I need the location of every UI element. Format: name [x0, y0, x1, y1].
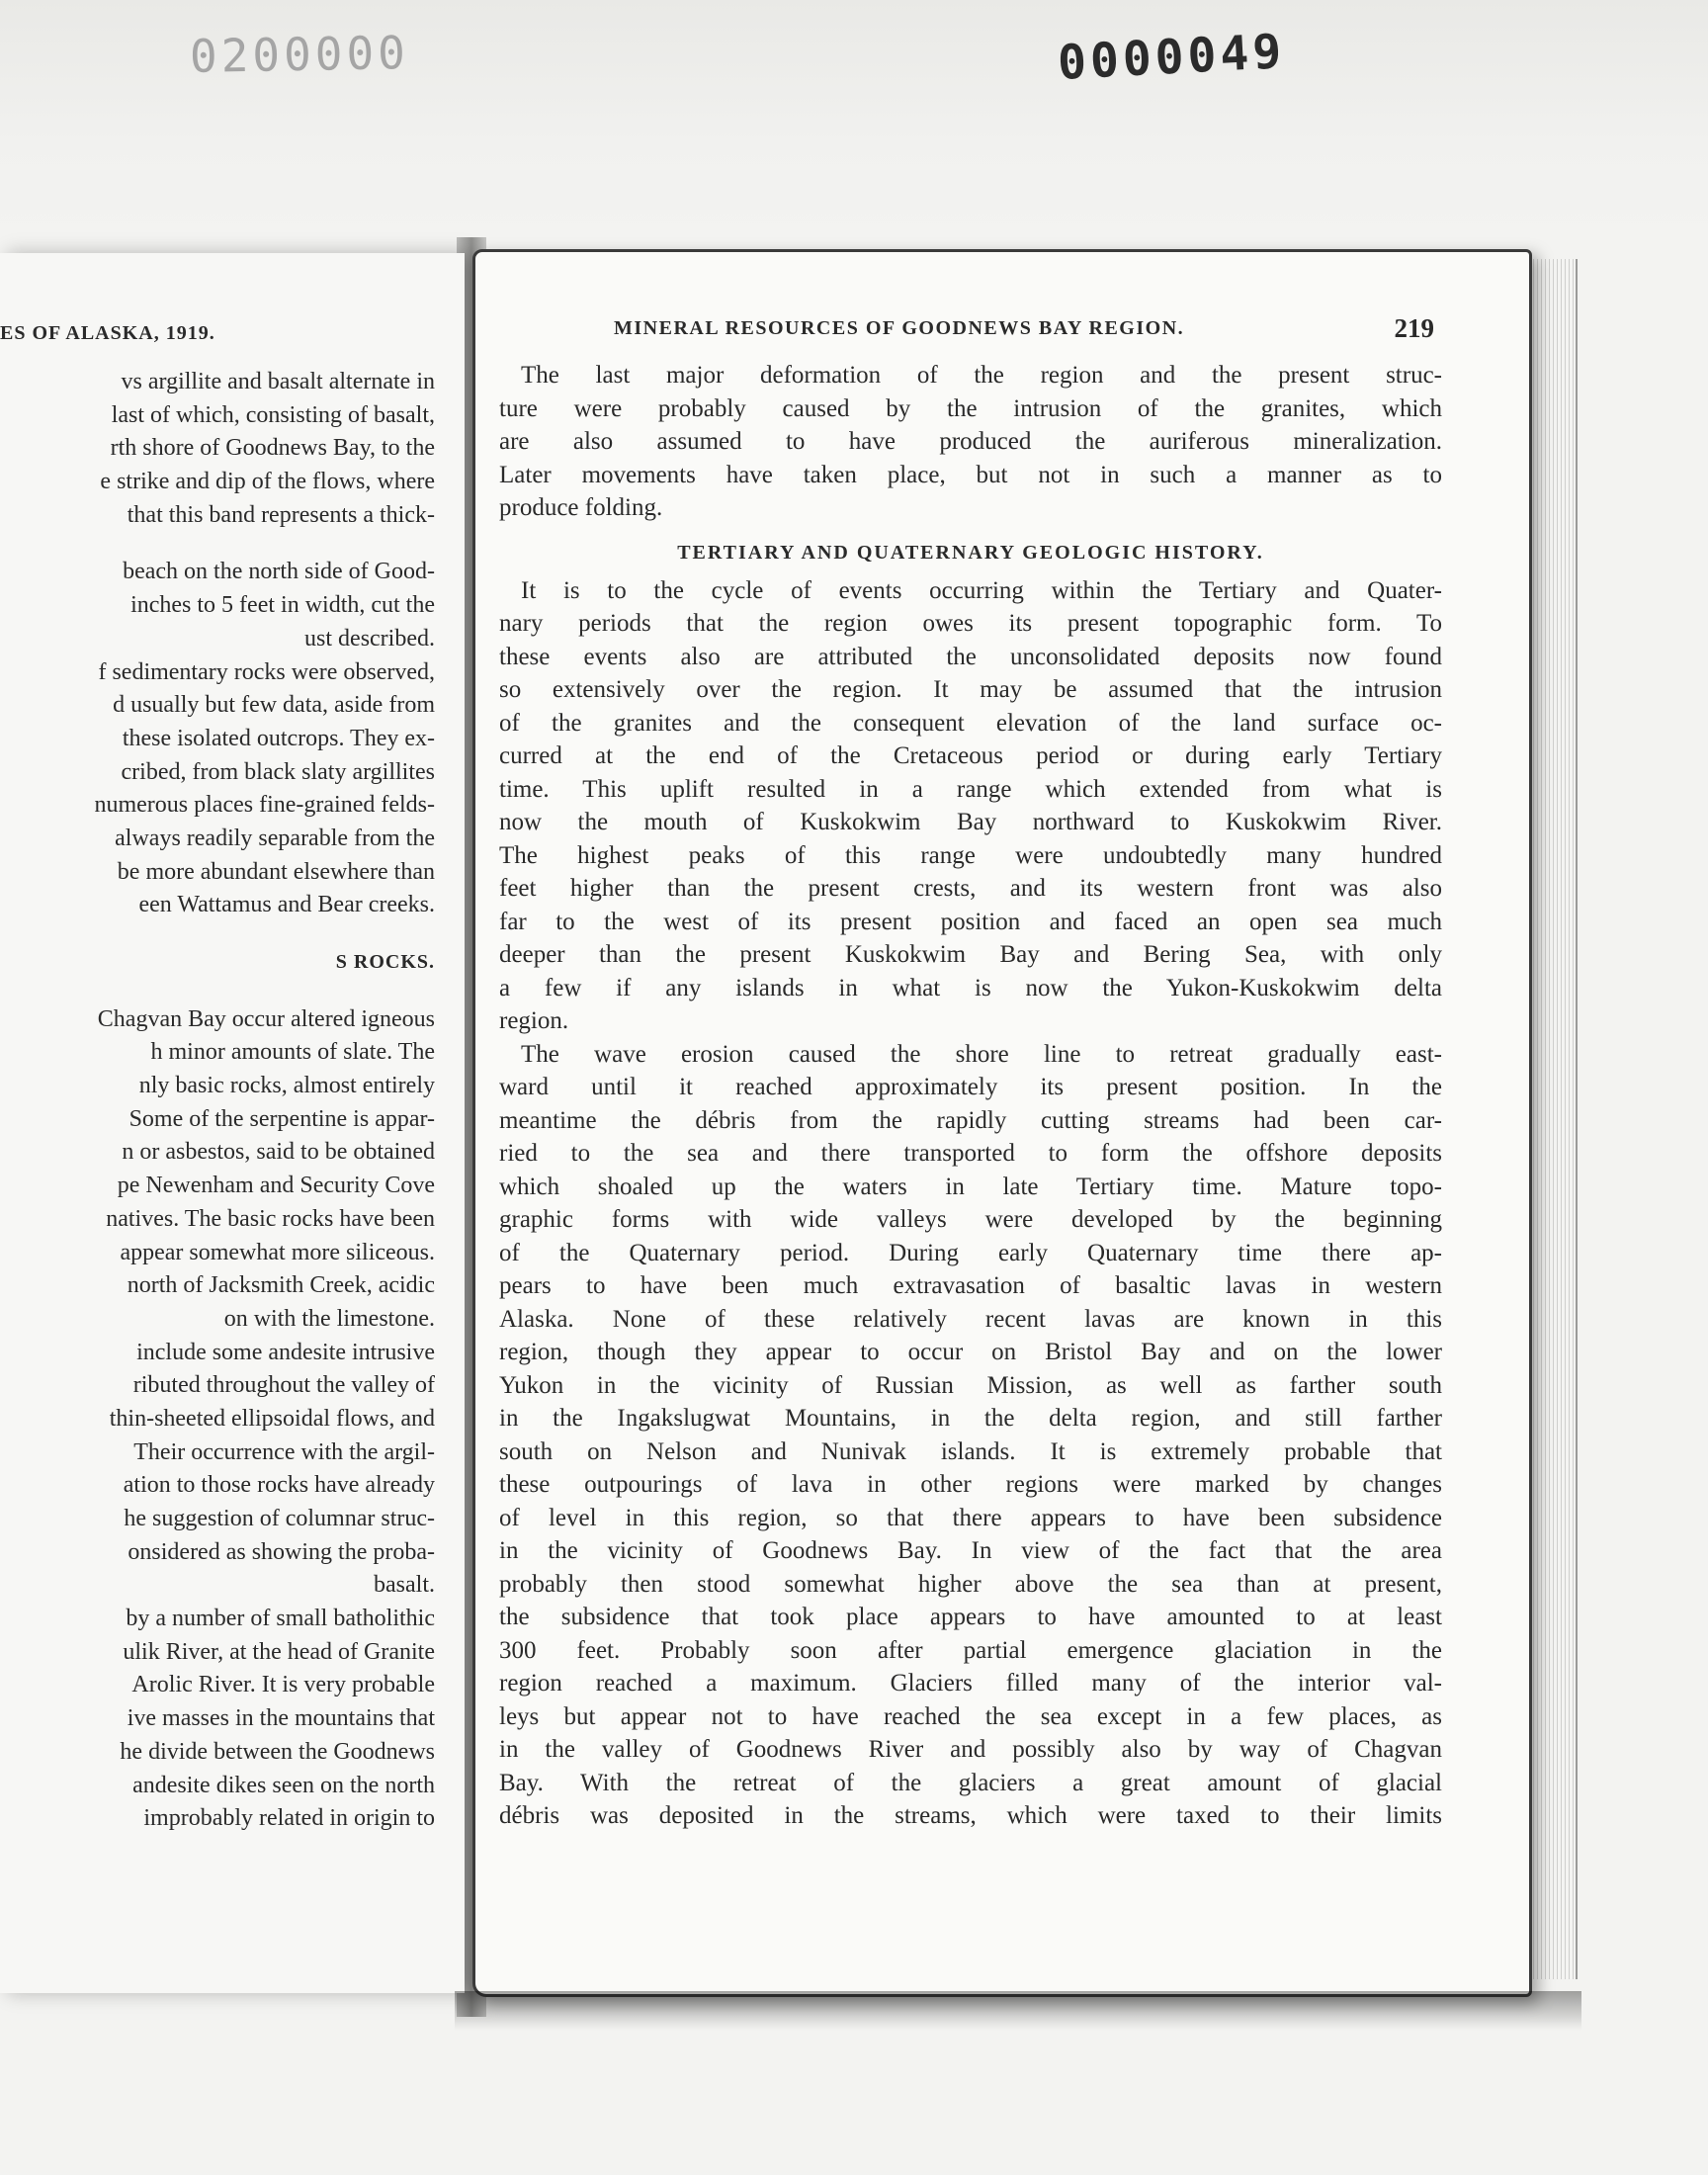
text-line: meantime the débris from the rapidly cutting streams had been car- [499, 1106, 1442, 1134]
page-body [499, 359, 1442, 1833]
text-line: these events also are attributed the unconsolidated deposits now found [499, 643, 1442, 670]
text-line: probably then stood somewhat higher above the sea than at present, [499, 1570, 1442, 1598]
left-text-line: ulik River, at the head of Granite [123, 1638, 435, 1665]
left-text-line: ust described. [304, 625, 435, 652]
left-text-line: een Wattamus and Bear creeks. [138, 892, 435, 918]
left-text-line: h minor amounts of slate. The [150, 1039, 435, 1066]
left-text-line [0, 980, 435, 1003]
left-page [0, 253, 465, 1993]
paragraph-deformation [499, 359, 1442, 525]
left-text-line: ributed throughout the valley of [132, 1372, 435, 1399]
text-line: The wave erosion caused the shore line to retreat gradually east- [521, 1040, 1442, 1068]
left-text-line [0, 532, 435, 556]
left-text-line: last of which, consisting of basalt, [111, 401, 435, 428]
right-page [472, 249, 1532, 1997]
left-text-line: ive masses in the mountains that [127, 1705, 435, 1732]
text-line: the subsidence that took place appears to have amounted to at least [499, 1604, 1442, 1630]
text-line: ture were probably caused by the intrusion of the granites, which [499, 394, 1442, 422]
text-line: so extensively over the region. It may be assumed that the intrusion [499, 676, 1442, 703]
text-line: in the valley of Goodnews River and possibly also by way of Chagvan [499, 1736, 1442, 1763]
text-line: region reached a maximum. Glaciers filled many of the interior val- [499, 1670, 1442, 1696]
text-line: débris was deposited in the streams, which were taxed to their limits [499, 1802, 1442, 1829]
left-text-line: Their occurrence with the argil- [133, 1438, 435, 1465]
left-text-line: by a number of small batholithic [126, 1606, 435, 1632]
left-text-line: always readily separable from the [115, 825, 435, 851]
text-line: Alaska. None of these relatively recent lavas are known in this [499, 1305, 1442, 1333]
paragraph-tertiary-quaternary [499, 574, 1442, 1038]
left-text-line: nly basic rocks, almost entirely [138, 1073, 435, 1099]
text-line: in the Ingakslugwat Mountains, in the delta region, and still farther [499, 1405, 1442, 1432]
text-line: south on Nelson and Nunivak islands. It is extremely probable that [499, 1437, 1442, 1465]
left-text-line: basalt. [374, 1572, 435, 1599]
text-line: of the granites and the consequent elevation of the land surface oc- [499, 709, 1442, 737]
left-text-line: cribed, from black slaty argillites [121, 758, 435, 785]
left-text-line: improbably related in origin to [143, 1805, 435, 1832]
left-text-line: north of Jacksmith Creek, acidic [127, 1272, 435, 1299]
text-line: region. [499, 1007, 569, 1034]
text-line: Later movements have taken place, but not in such a manner as to [499, 461, 1442, 488]
text-line: region, though they appear to occur on Bristol Bay and on the lower [499, 1339, 1442, 1365]
left-text-line: S ROCKS. [335, 951, 435, 973]
left-text-line: d usually but few data, aside from [113, 692, 435, 719]
text-line: feet higher than the present crests, and its western front was also [499, 875, 1442, 902]
text-line: ward until it reached approximately its present position. In the [499, 1074, 1442, 1100]
running-head: MINERAL RESOURCES OF GOODNEWS BAY REGION. [614, 317, 1185, 339]
left-text-line: on with the limestone. [223, 1305, 435, 1332]
text-line: graphic forms with wide valleys were developed by the beginning [499, 1206, 1442, 1233]
left-text-line: Chagvan Bay occur altered igneous [97, 1005, 435, 1032]
text-line: nary periods that the region owes its present topographic form. To [499, 610, 1442, 637]
text-line: a few if any islands in what is now the Yukon-Kuskokwim delta [499, 974, 1442, 1001]
left-text-line: be more abundant elsewhere than [117, 858, 435, 885]
text-line: curred at the end of the Cretaceous period or during early Tertiary [499, 742, 1442, 769]
page-shadow [455, 1991, 1581, 2031]
text-line: deeper than the present Kuskokwim Bay and Bering Sea, with only [499, 941, 1442, 968]
left-text-line: onsidered as showing the proba- [128, 1538, 435, 1565]
left-text-line: beach on the north side of Good- [123, 559, 435, 585]
section-heading: TERTIARY AND QUATERNARY GEOLOGIC HISTORY. [677, 541, 1264, 564]
text-line: of the Quaternary period. During early Quaternary time there ap- [499, 1239, 1442, 1266]
left-text-line: include some andesite intrusive [136, 1339, 435, 1365]
left-text-line: he divide between the Goodnews [120, 1738, 435, 1765]
left-text-line: ation to those rocks have already [123, 1472, 435, 1499]
left-text-line: f sedimentary rocks were observed, [98, 658, 435, 685]
left-text-line: inches to 5 feet in width, cut the [130, 592, 435, 619]
text-line: now the mouth of Kuskokwim Bay northward to Kuskokwim River. [499, 809, 1442, 835]
left-text-line: vs argillite and basalt alternate in [121, 369, 435, 394]
left-text-line: appear somewhat more siliceous. [120, 1239, 435, 1265]
text-line: The highest peaks of this range were undoubtedly many hundred [499, 841, 1442, 869]
left-text-line: e strike and dip of the flows, where [100, 469, 435, 495]
left-text-line: Arolic River. It is very probable [131, 1672, 435, 1698]
paragraph-wave-erosion [499, 1038, 1442, 1833]
text-line: in the vicinity of Goodnews Bay. In view of the fact that the area [499, 1537, 1442, 1564]
left-text-line: rth shore of Goodnews Bay, to the [110, 435, 435, 462]
left-text-line: Some of the serpentine is appar- [128, 1105, 435, 1132]
left-text-line: natives. The basic rocks have been [106, 1205, 435, 1232]
text-line: Yukon in the vicinity of Russian Mission, as well as farther south [499, 1371, 1442, 1399]
text-line: these outpourings of lava in other regions were marked by changes [499, 1471, 1442, 1498]
left-text-line: pe Newenham and Security Cove [117, 1173, 435, 1199]
text-line: It is to the cycle of events occurring within the Tertiary and Quater- [521, 576, 1442, 604]
left-page-text [0, 366, 435, 1836]
text-line: of level in this region, so that there appears to have been subsidence [499, 1504, 1442, 1531]
text-line: The last major deformation of the region and the present struc- [521, 362, 1442, 389]
faded-page-stamp: 0200000 [189, 26, 410, 83]
left-text-line: that this band represents a thick- [127, 501, 435, 528]
page-number: 219 [1394, 313, 1434, 343]
text-line: far to the west of its present position and faced an open sea much [499, 908, 1442, 935]
text-line: pears to have been much extravasation of basaltic lavas in western [499, 1272, 1442, 1299]
text-line: 300 feet. Probably soon after partial emergence glaciation in the [499, 1636, 1442, 1664]
left-text-line: he suggestion of columnar struc- [124, 1506, 435, 1531]
text-line: which shoaled up the waters in late Tertiary time. Mature topo- [499, 1173, 1442, 1200]
text-line: leys but appear not to have reached the sea except in a few places, as [499, 1702, 1442, 1730]
left-text-line: n or asbestos, said to be obtained [122, 1139, 435, 1166]
left-text-line: andesite dikes seen on the north [132, 1772, 435, 1798]
left-text-line: numerous places fine-grained felds- [94, 792, 435, 819]
left-text-line: thin-sheeted ellipsoidal flows, and [109, 1405, 435, 1432]
page-stamp-number: 0000049 [1056, 24, 1287, 91]
left-text-line [0, 922, 435, 946]
text-line: time. This uplift resulted in a range which extended from what is [499, 775, 1442, 803]
left-text-line: these isolated outcrops. They ex- [122, 725, 435, 751]
text-line: are also assumed to have produced the auriferous mineralization. [499, 428, 1442, 455]
left-running-head: ES OF ALASKA, 1919. [0, 322, 215, 344]
text-line: produce folding. [499, 494, 663, 521]
text-line: ried to the sea and there transported to form the offshore deposits [499, 1140, 1442, 1167]
text-line: Bay. With the retreat of the glaciers a great amount of glacial [499, 1769, 1442, 1796]
